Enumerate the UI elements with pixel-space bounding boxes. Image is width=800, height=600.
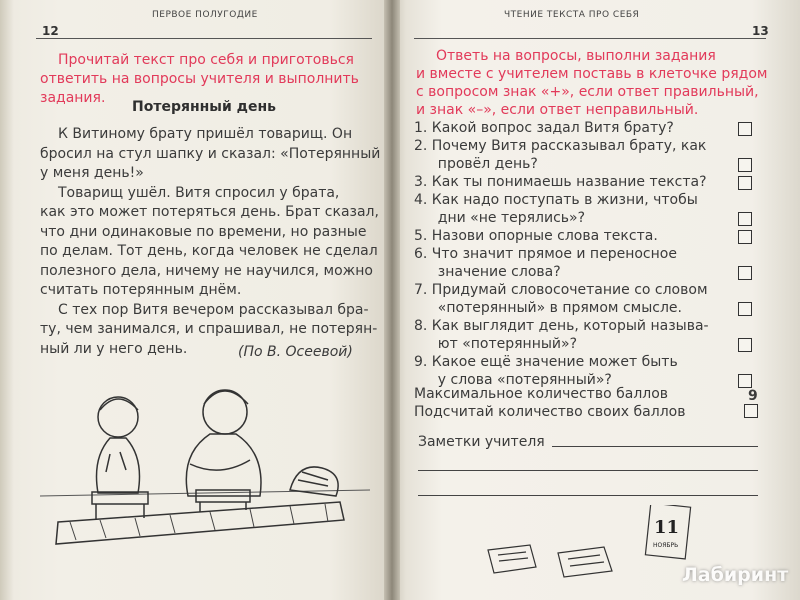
story-title: Потерянный день — [132, 99, 276, 115]
right-instruction-line: и вместе с учителем поставь в клеточке рядом — [416, 66, 768, 82]
left-page-number: 12 — [42, 24, 59, 38]
story-line: С тех пор Витя вечером рассказывал бра- — [58, 301, 369, 318]
story-line: у меня день!» — [40, 165, 144, 181]
right-instruction-line: Ответь на вопросы, выполни задания — [436, 48, 716, 64]
answer-checkbox[interactable] — [738, 266, 752, 280]
book-spine — [384, 0, 400, 600]
answer-checkbox[interactable] — [738, 122, 752, 136]
answer-checkbox[interactable] — [738, 176, 752, 190]
notes-line-2 — [418, 470, 758, 471]
big-child — [186, 390, 261, 512]
answer-checkbox[interactable] — [738, 302, 752, 316]
max-score-value: 9 — [748, 388, 758, 404]
story-line: считать потерянным днём. — [40, 282, 242, 298]
story-line: ный ли у него день. — [40, 340, 188, 357]
max-score-label: Максимальное количество баллов — [414, 386, 669, 402]
question-line: у слова «потерянный»? — [420, 372, 612, 388]
children-illustration — [40, 372, 370, 582]
story-line: что дни одинаковые по времени, но разные — [40, 223, 367, 240]
story-line: по делам. Тот день, когда человек не сделал — [40, 243, 378, 259]
question-line: 4. Как надо поступать в жизни, чтобы — [414, 192, 698, 208]
paper-sheet — [488, 545, 536, 573]
hat-on-floor — [290, 467, 338, 496]
story-line: полезного дела, ничему не научился, можно — [40, 262, 373, 279]
notes-line-3 — [418, 495, 758, 496]
notes-line-1 — [552, 446, 758, 447]
calendar-month: НОЯБРЬ — [653, 542, 679, 549]
right-page-number: 13 — [752, 24, 769, 38]
answer-checkbox[interactable] — [738, 338, 752, 352]
teacher-notes-label: Заметки учителя — [418, 434, 545, 450]
right-instruction-line: с вопросом знак «+», если ответ правильный, — [416, 84, 759, 100]
question-line: 8. Как выглядит день, который называ- — [414, 318, 709, 334]
answer-checkbox[interactable] — [738, 158, 752, 172]
story-line: К Витиному брату пришёл товарищ. Он — [58, 126, 353, 142]
right-instruction-line: и знак «–», если ответ неправильный. — [416, 102, 699, 118]
question-line: 1. Какой вопрос задал Витя брату? — [414, 120, 674, 136]
story-line: ту, чем занимался, и спрашивал, не потерян- — [40, 321, 378, 337]
answer-checkbox[interactable] — [738, 212, 752, 226]
left-running-head: ПЕРВОЕ ПОЛУГОДИЕ — [152, 10, 258, 20]
answer-checkbox[interactable] — [738, 230, 752, 244]
question-line: ют «потерянный»? — [420, 336, 578, 352]
question-line: провёл день? — [420, 156, 538, 172]
question-line: 7. Придумай словосочетание со словом — [414, 282, 708, 298]
left-instruction-line-3: задания. — [40, 90, 106, 106]
question-line: 3. Как ты понимаешь название текста? — [414, 174, 707, 190]
right-header-rule — [414, 38, 766, 39]
left-instruction-line-1: Прочитай текст про себя и приготовься — [58, 52, 354, 68]
question-line: 6. Что значит прямое и переносное — [414, 246, 677, 262]
question-line: значение слова? — [420, 264, 561, 280]
question-line: «потерянный» в прямом смысле. — [420, 300, 682, 316]
small-child — [92, 397, 148, 520]
left-header-rule — [36, 38, 372, 39]
count-score-label: Подсчитай количество своих баллов — [414, 404, 686, 420]
story-line: Товарищ ушёл. Витя спросил у брата, — [58, 184, 340, 201]
question-line: дни «не терялись»? — [420, 210, 586, 226]
question-line: 2. Почему Витя рассказывал брату, как — [414, 138, 707, 154]
story-line: как это может потеряться день. Брат сказал, — [40, 204, 379, 220]
question-line: 5. Назови опорные слова текста. — [414, 228, 658, 244]
story-author: (По В. Осеевой) — [238, 344, 353, 360]
watermark-logo: Лабиринт — [682, 564, 789, 586]
papers-calendar-illustration — [468, 505, 718, 585]
score-checkbox[interactable] — [744, 404, 758, 418]
left-instruction-line-2: ответить на вопросы учителя и выполнить — [40, 71, 359, 87]
calendar-number: 11 — [654, 517, 680, 538]
story-line: бросил на стул шапку и сказал: «Потерянный — [40, 145, 381, 162]
question-line: 9. Какое ещё значение может быть — [414, 354, 678, 370]
right-running-head: ЧТЕНИЕ ТЕКСТА ПРО СЕБЯ — [504, 10, 640, 20]
